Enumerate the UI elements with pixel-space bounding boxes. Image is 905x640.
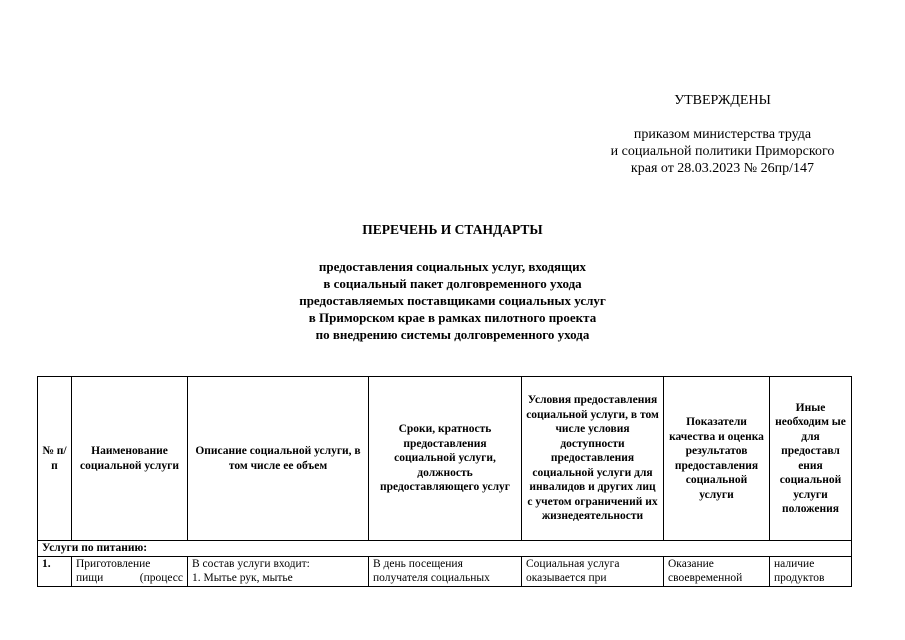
subtitle-line-3: предоставляемых поставщиками социальных услуг bbox=[299, 293, 606, 308]
header-other: Иные необходим ые для предоставл ения социальной услуги положения bbox=[770, 377, 852, 541]
document-subtitle bbox=[250, 258, 655, 343]
approval-heading: УТВЕРЖДЕНЫ bbox=[674, 93, 771, 108]
cell-description-line-2: 1. Мытье рук, мытье bbox=[192, 572, 293, 584]
header-num: № п/п bbox=[38, 377, 72, 541]
subtitle-line-5: по внедрению системы долговременного ухода bbox=[315, 327, 590, 342]
cell-description bbox=[188, 556, 369, 586]
header-conditions: Условия предоставления социальной услуги, в том числе условия доступности предоставления социальной услуги для инвалидов и других лиц с учетом ограничений их жизнедеятельности bbox=[522, 377, 664, 541]
header-description: Описание социальной услуги, в том числе ее объем bbox=[188, 377, 369, 541]
subtitle-line-2: в социальный пакет долговременного ухода bbox=[323, 276, 582, 291]
approval-line-3: края от 28.03.2023 № 26пр/147 bbox=[630, 161, 815, 176]
cell-indicators-line-2: своевременной bbox=[668, 572, 743, 584]
header-terms: Сроки, кратность предоставления социальной услуги, должность предоставляющего услуг bbox=[369, 377, 522, 541]
section-title: Услуги по питанию: bbox=[38, 541, 852, 557]
cell-other bbox=[770, 556, 852, 586]
cell-conditions bbox=[522, 556, 664, 586]
cell-indicators bbox=[664, 556, 770, 586]
subtitle-line-4: в Приморском крае в рамках пилотного проекта bbox=[308, 310, 597, 325]
cell-other-line-1: наличие bbox=[774, 557, 815, 570]
approval-line-1: приказом министерства труда bbox=[633, 127, 812, 142]
approval-block bbox=[600, 92, 845, 177]
cell-conditions-line-1: Социальная услуга bbox=[526, 557, 620, 570]
cell-other-line-2: продуктов bbox=[774, 572, 825, 584]
section-row bbox=[38, 541, 852, 557]
header-indicators: Показатели качества и оценка результатов предоставления социальной услуги bbox=[664, 377, 770, 541]
cell-name-line-1: Приготовление bbox=[76, 557, 151, 570]
document-title: ПЕРЕЧЕНЬ И СТАНДАРТЫ bbox=[362, 222, 543, 237]
cell-description-line-1: В состав услуги входит: bbox=[192, 557, 310, 570]
approval-line-2: и социальной политики Приморского bbox=[610, 144, 835, 159]
cell-conditions-line-2: оказывается при bbox=[526, 572, 607, 584]
subtitle-line-1: предоставления социальных услуг, входящих bbox=[318, 259, 587, 274]
cell-indicators-line-1: Оказание bbox=[668, 557, 714, 570]
cell-name bbox=[72, 556, 188, 586]
table-header-row bbox=[38, 377, 852, 541]
cell-name-line-2: пищи (процесс bbox=[76, 572, 183, 584]
services-table bbox=[37, 376, 852, 587]
cell-terms-line-1: В день посещения bbox=[373, 557, 463, 570]
table-row bbox=[38, 556, 852, 586]
cell-terms bbox=[369, 556, 522, 586]
cell-terms-line-2: получателя социальных bbox=[373, 572, 490, 584]
cell-num: 1. bbox=[38, 556, 72, 586]
header-name: Наименование социальной услуги bbox=[72, 377, 188, 541]
